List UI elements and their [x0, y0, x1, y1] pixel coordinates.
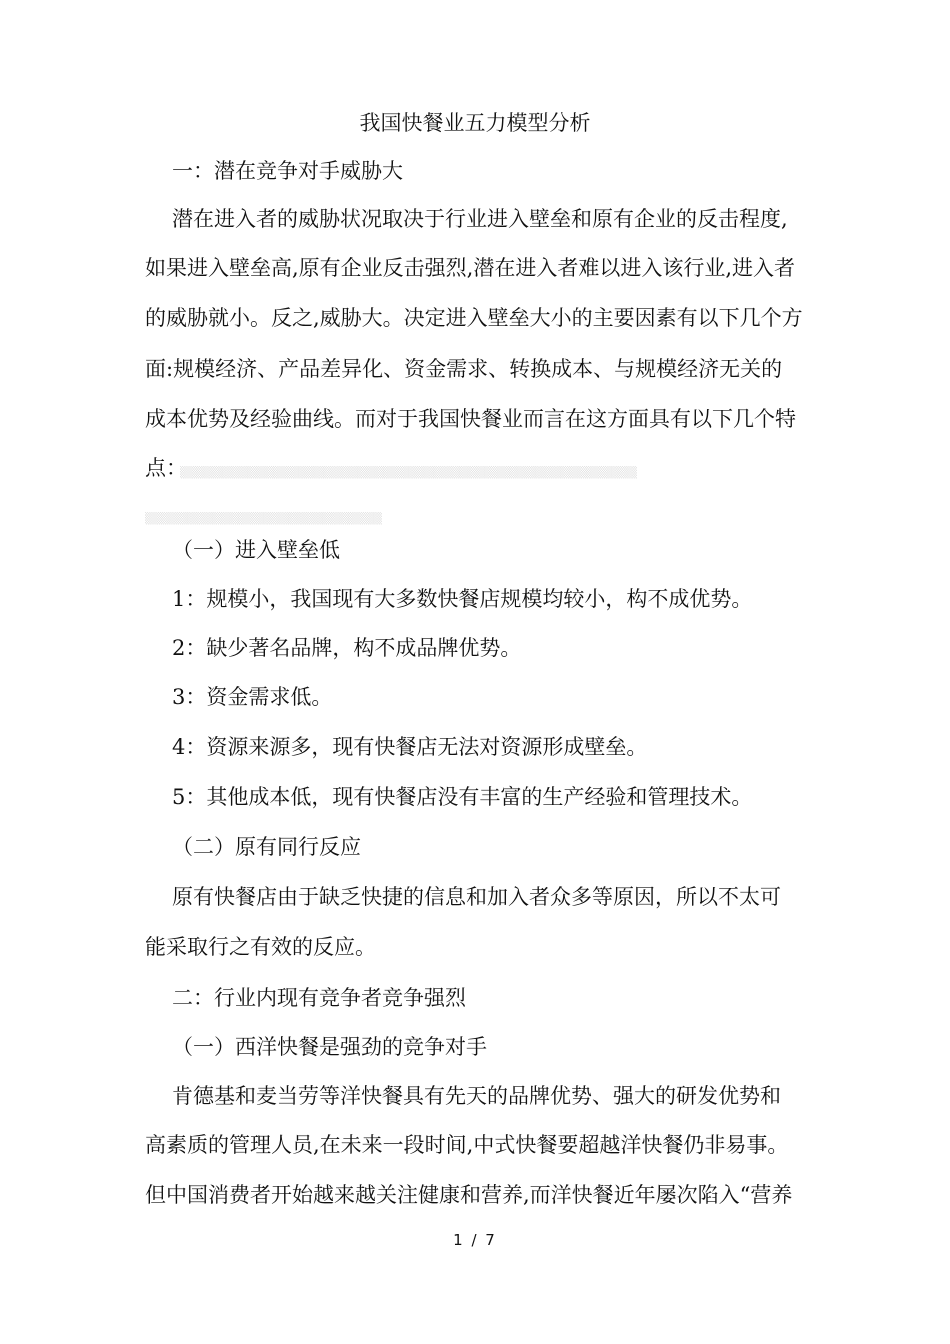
paragraph-line: 成本优势及经验曲线。而对于我国快餐业而言在这方面具有以下几个特: [145, 407, 796, 431]
paragraph-line: 点：: [145, 456, 187, 480]
subsection-heading: （一）进入壁垒低: [172, 538, 340, 562]
list-item: 5：其他成本低，现有快餐店没有丰富的生产经验和管理技术。: [172, 785, 753, 809]
list-item: 2：缺少著名品牌，构不成品牌优势。: [172, 636, 522, 660]
paragraph-line: 高素质的管理人员,在未来一段时间,中式快餐要超越洋快餐仍非易事。: [145, 1133, 789, 1157]
subsection-heading: （一）西洋快餐是强劲的竞争对手: [172, 1035, 487, 1059]
faint-watermark: ▒▒▒▒▒▒▒▒▒▒▒▒▒▒▒▒▒▒▒▒▒▒▒▒▒▒▒▒: [145, 512, 382, 525]
paragraph-line: 潜在进入者的威胁状况取决于行业进入壁垒和原有企业的反击程度,: [172, 207, 788, 231]
paragraph-line: 如果进入壁垒高,原有企业反击强烈,潜在进入者难以进入该行业,进入者: [145, 256, 796, 280]
paragraph-line: 面:规模经济、产品差异化、资金需求、转换成本、与规模经济无关的: [145, 357, 783, 381]
list-item: 3：资金需求低。: [172, 685, 333, 709]
subsection-heading: （二）原有同行反应: [172, 835, 361, 859]
section-heading: 二：行业内现有竞争者竞争强烈: [172, 986, 466, 1010]
document-title: 我国快餐业五力模型分析: [359, 111, 591, 135]
page-number: 1 / 7: [453, 1231, 497, 1249]
paragraph-line: 能采取行之有效的反应。: [145, 935, 376, 959]
faint-watermark: ▒▒▒▒▒▒▒▒▒▒▒▒▒▒▒▒▒▒▒▒▒▒▒▒▒▒▒▒▒▒▒▒▒▒▒▒▒▒▒▒▒▒▒▒▒▒▒▒▒▒▒▒▒▒: [180, 466, 637, 479]
paragraph-line: 肯德基和麦当劳等洋快餐具有先天的品牌优势、强大的研发优势和: [172, 1084, 781, 1108]
section-heading: 一：潜在竞争对手威胁大: [172, 159, 403, 183]
list-item: 4：资源来源多，现有快餐店无法对资源形成壁垒。: [172, 735, 648, 759]
paragraph-line: 的威胁就小。反之,威胁大。决定进入壁垒大小的主要因素有以下几个方: [145, 306, 803, 330]
paragraph-line: 但中国消费者开始越来越关注健康和营养,而洋快餐近年屡次陷入“营养: [145, 1183, 793, 1207]
paragraph-line: 原有快餐店由于缺乏快捷的信息和加入者众多等原因，所以不太可: [172, 885, 781, 909]
list-item: 1：规模小，我国现有大多数快餐店规模均较小，构不成优势。: [172, 587, 753, 611]
